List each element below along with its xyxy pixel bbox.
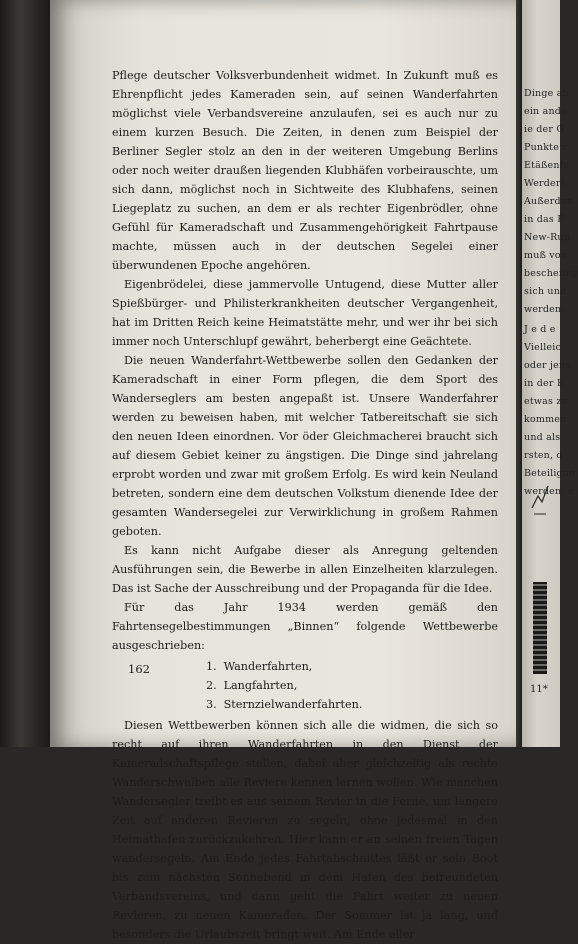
paragraph-3: Die neuen Wanderfahrt-Wettbewerbe sollen den Gedanken der Kameradschaft in einer Form pflegen, die dem Sport des Wanderseglers am besten angepaßt ist. Unsere Wanderfahrer werden zu beweisen haben, mit welcher Tatbereitschaft sie sich den neuen Ideen einordnen. Vor öder Gleichmacherei braucht sich auf diesem Gebiet keiner zu ängstigen. Die Dinge sind jahrelang erprobt worden und zwar mit großem Erfolg. Es wird kein Neuland betreten, sondern eine dem deutschen Volkstum dienende Idee der gesamten Wandersegelei zur Verwirklichung in großem Rahmen geboten. <box>112 354 498 538</box>
list-item: 3. Sternzielwanderfahrten. <box>206 698 363 711</box>
next-page-line: sich und <box>524 286 567 297</box>
next-page-line: rsten, d <box>524 450 563 461</box>
next-page-line: J e d e <box>524 324 556 335</box>
next-page-line: in der E <box>524 378 564 389</box>
next-page-line: oder jene <box>524 360 572 371</box>
paragraph-2: Eigenbrödelei, diese jammervolle Untugend, diese Mutter aller Spießbürger- und Philisterkrankheiten deutscher Vergangenheit, hat im Dritten Reich keine Heimatstätte mehr, und wer ihr bei sich immer noch Unterschlupf gewährt, beherbergt eine Geächtete. <box>112 278 498 348</box>
next-page-line: und als <box>524 432 561 443</box>
next-page-line: werden, d <box>524 486 575 497</box>
next-page-line: muß von <box>524 250 568 261</box>
next-page-line: Punkte r <box>524 142 567 153</box>
paragraph-4: Es kann nicht Aufgabe dieser als Anregung geltenden Ausführungen sein, die Bewerbe in allen Einzelheiten klarzulegen. Das ist Sache der Ausschreibung und der Propaganda für die Idee. <box>112 544 498 595</box>
next-page-line: bescheinig <box>524 268 578 279</box>
next-page-line: in das F <box>524 214 565 225</box>
next-page-line: New-Rup <box>524 232 571 243</box>
next-page-line: kommen <box>524 414 567 425</box>
next-page-line: Vielleic <box>524 342 562 353</box>
margin-sketch-icon <box>530 478 550 520</box>
paragraph-5: Für das Jahr 1934 werden gemäß den Fahrtensegelbestimmungen „Binnen“ folgende Wettbewerbe ausgeschrieben: <box>112 601 498 652</box>
list-item: 2. Langfahrten, <box>206 679 298 692</box>
next-page-line: Beteiligun <box>524 468 576 479</box>
next-page-line: Etäßenfe <box>524 160 570 171</box>
next-page-line: Dinge ab <box>524 88 569 99</box>
next-page-line: Werder), <box>524 178 568 189</box>
next-page-line: ie der G <box>524 124 565 135</box>
page-number: 162 <box>128 662 150 676</box>
paragraph-closing: Diesen Wettbewerben können sich alle die widmen, die sich so recht auf ihren Wanderfahrten in den Dienst der Kameradschaftspflege stellen, dabei aber gleichzeitig als rechte Wanderschwalben alle Reviere kennen lernen wollen. Wie manchen Wandersegler treibt es aus seinem Revier in die Ferne, um längere Zeit auf anderen Revieren zu segeln, ohne jedesmal in den Heimathafen zurückzukehren. Hier kann er an seinen freien Tagen wandersegeln. Am Ende jedes Fahrtabschnittes läßt er sein Boot bis zum nächsten Sonnabend in dem Hafen des befreundeten Verbandsvereins, und dann geht die Fahrt weiter zu neuen Revieren, zu neuen Kameraden. Der Sommer ist ja lang, und besonders die Urlaubszeit bringt weit. Am Ende aller <box>112 719 498 941</box>
next-page-line: werden. <box>524 304 565 315</box>
next-page-line: ein ande <box>524 106 567 117</box>
margin-dark-mark <box>533 582 547 674</box>
competition-list <box>112 657 498 714</box>
next-page-line: Außerden <box>524 196 573 207</box>
paragraph-1: Pflege deutscher Volksverbundenheit widmet. In Zukunft muß es Ehrenpflicht jedes Kameraden sein, auf seinen Wanderfahrten möglichst viele Verbandsvereine anzulaufen, sei es auch nur zu einem kurzen Besuch. Die Zeiten, in denen zum Beispiel der Berliner Segler stolz an den in der weiteren Umgebung Berlins oder noch weiter draußen liegenden Klubhäfen vorbeirauschte, um sich dann, möglichst noch in Sichtweite des Klubhafens, seinen Liegeplatz zu suchen, an dem er als rechter Eigenbrödler, ohne Gefühl für Kameradschaft und Zusammengehörigkeit Fahrtpause machte, müssen auch in der deutschen Segelei einer überwundenen Epoche angehören. <box>112 69 498 272</box>
next-page-number: 11* <box>530 684 548 695</box>
list-item: 1. Wanderfahrten, <box>206 660 313 673</box>
next-page-line: etwas zu <box>524 396 568 407</box>
page-text <box>112 66 498 944</box>
